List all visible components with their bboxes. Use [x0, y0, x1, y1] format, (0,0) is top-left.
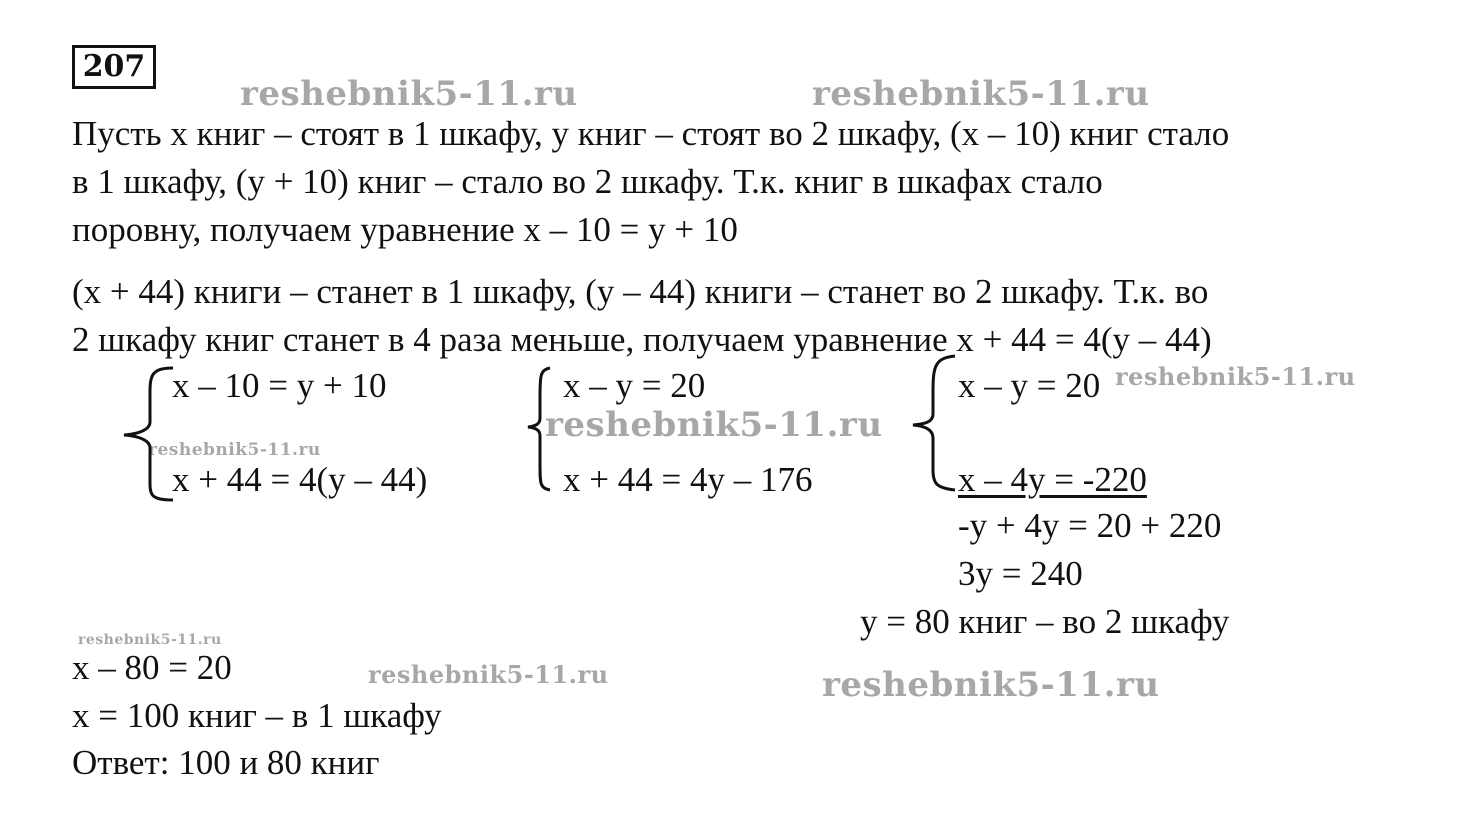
watermark: reshebnik5-11.ru [78, 632, 222, 648]
paragraph1-line: Пусть х книг – стоят в 1 шкафу, у книг – стоят во 2 шкафу, (х – 10) книг стало [72, 114, 1230, 153]
paragraph1-line: поровну, получаем уравнение х – 10 = у + 10 [72, 210, 738, 249]
watermark: reshebnik5-11.ru [812, 74, 1150, 114]
system1-eq: х – 10 = у + 10 [172, 366, 387, 405]
watermark: reshebnik5-11.ru [148, 440, 321, 460]
system2-eq: х + 44 = 4у – 176 [563, 460, 813, 499]
paragraph2-line: 2 шкафу книг станет в 4 раза меньше, получаем уравнение х + 44 = 4(у – 44) [72, 320, 1212, 359]
paragraph2-line: (х + 44) книги – станет в 1 шкафу, (у – 44) книги – станет во 2 шкафу. Т.к. во [72, 272, 1209, 311]
system2-eq: х – у = 20 [563, 366, 706, 405]
system3-eq: х – 4у = -220 [958, 460, 1147, 499]
system1-eq: х + 44 = 4(у – 44) [172, 460, 428, 499]
problem-number: 207 [72, 45, 156, 89]
watermark: reshebnik5-11.ru [822, 665, 1160, 705]
step-line: 3у = 240 [958, 554, 1083, 593]
system1-brace [118, 364, 178, 504]
paragraph1-line: в 1 шкафу, (у + 10) книг – стало во 2 шкафу. Т.к. книг в шкафах стало [72, 162, 1103, 201]
watermark: reshebnik5-11.ru [368, 660, 609, 689]
watermark: reshebnik5-11.ru [240, 74, 578, 114]
watermark: reshebnik5-11.ru [545, 405, 883, 445]
system3-brace [905, 352, 965, 500]
system3-eq: х – у = 20 [958, 366, 1101, 405]
answer-line: Ответ: 100 и 80 книг [72, 743, 380, 782]
final-line: х = 100 книг – в 1 шкафу [72, 696, 442, 735]
watermark: reshebnik5-11.ru [1115, 362, 1356, 391]
step-line: у = 80 книг – во 2 шкафу [860, 602, 1230, 641]
system2-brace [522, 364, 562, 494]
final-line: х – 80 = 20 [72, 648, 232, 687]
step-line: -у + 4у = 20 + 220 [958, 506, 1222, 545]
